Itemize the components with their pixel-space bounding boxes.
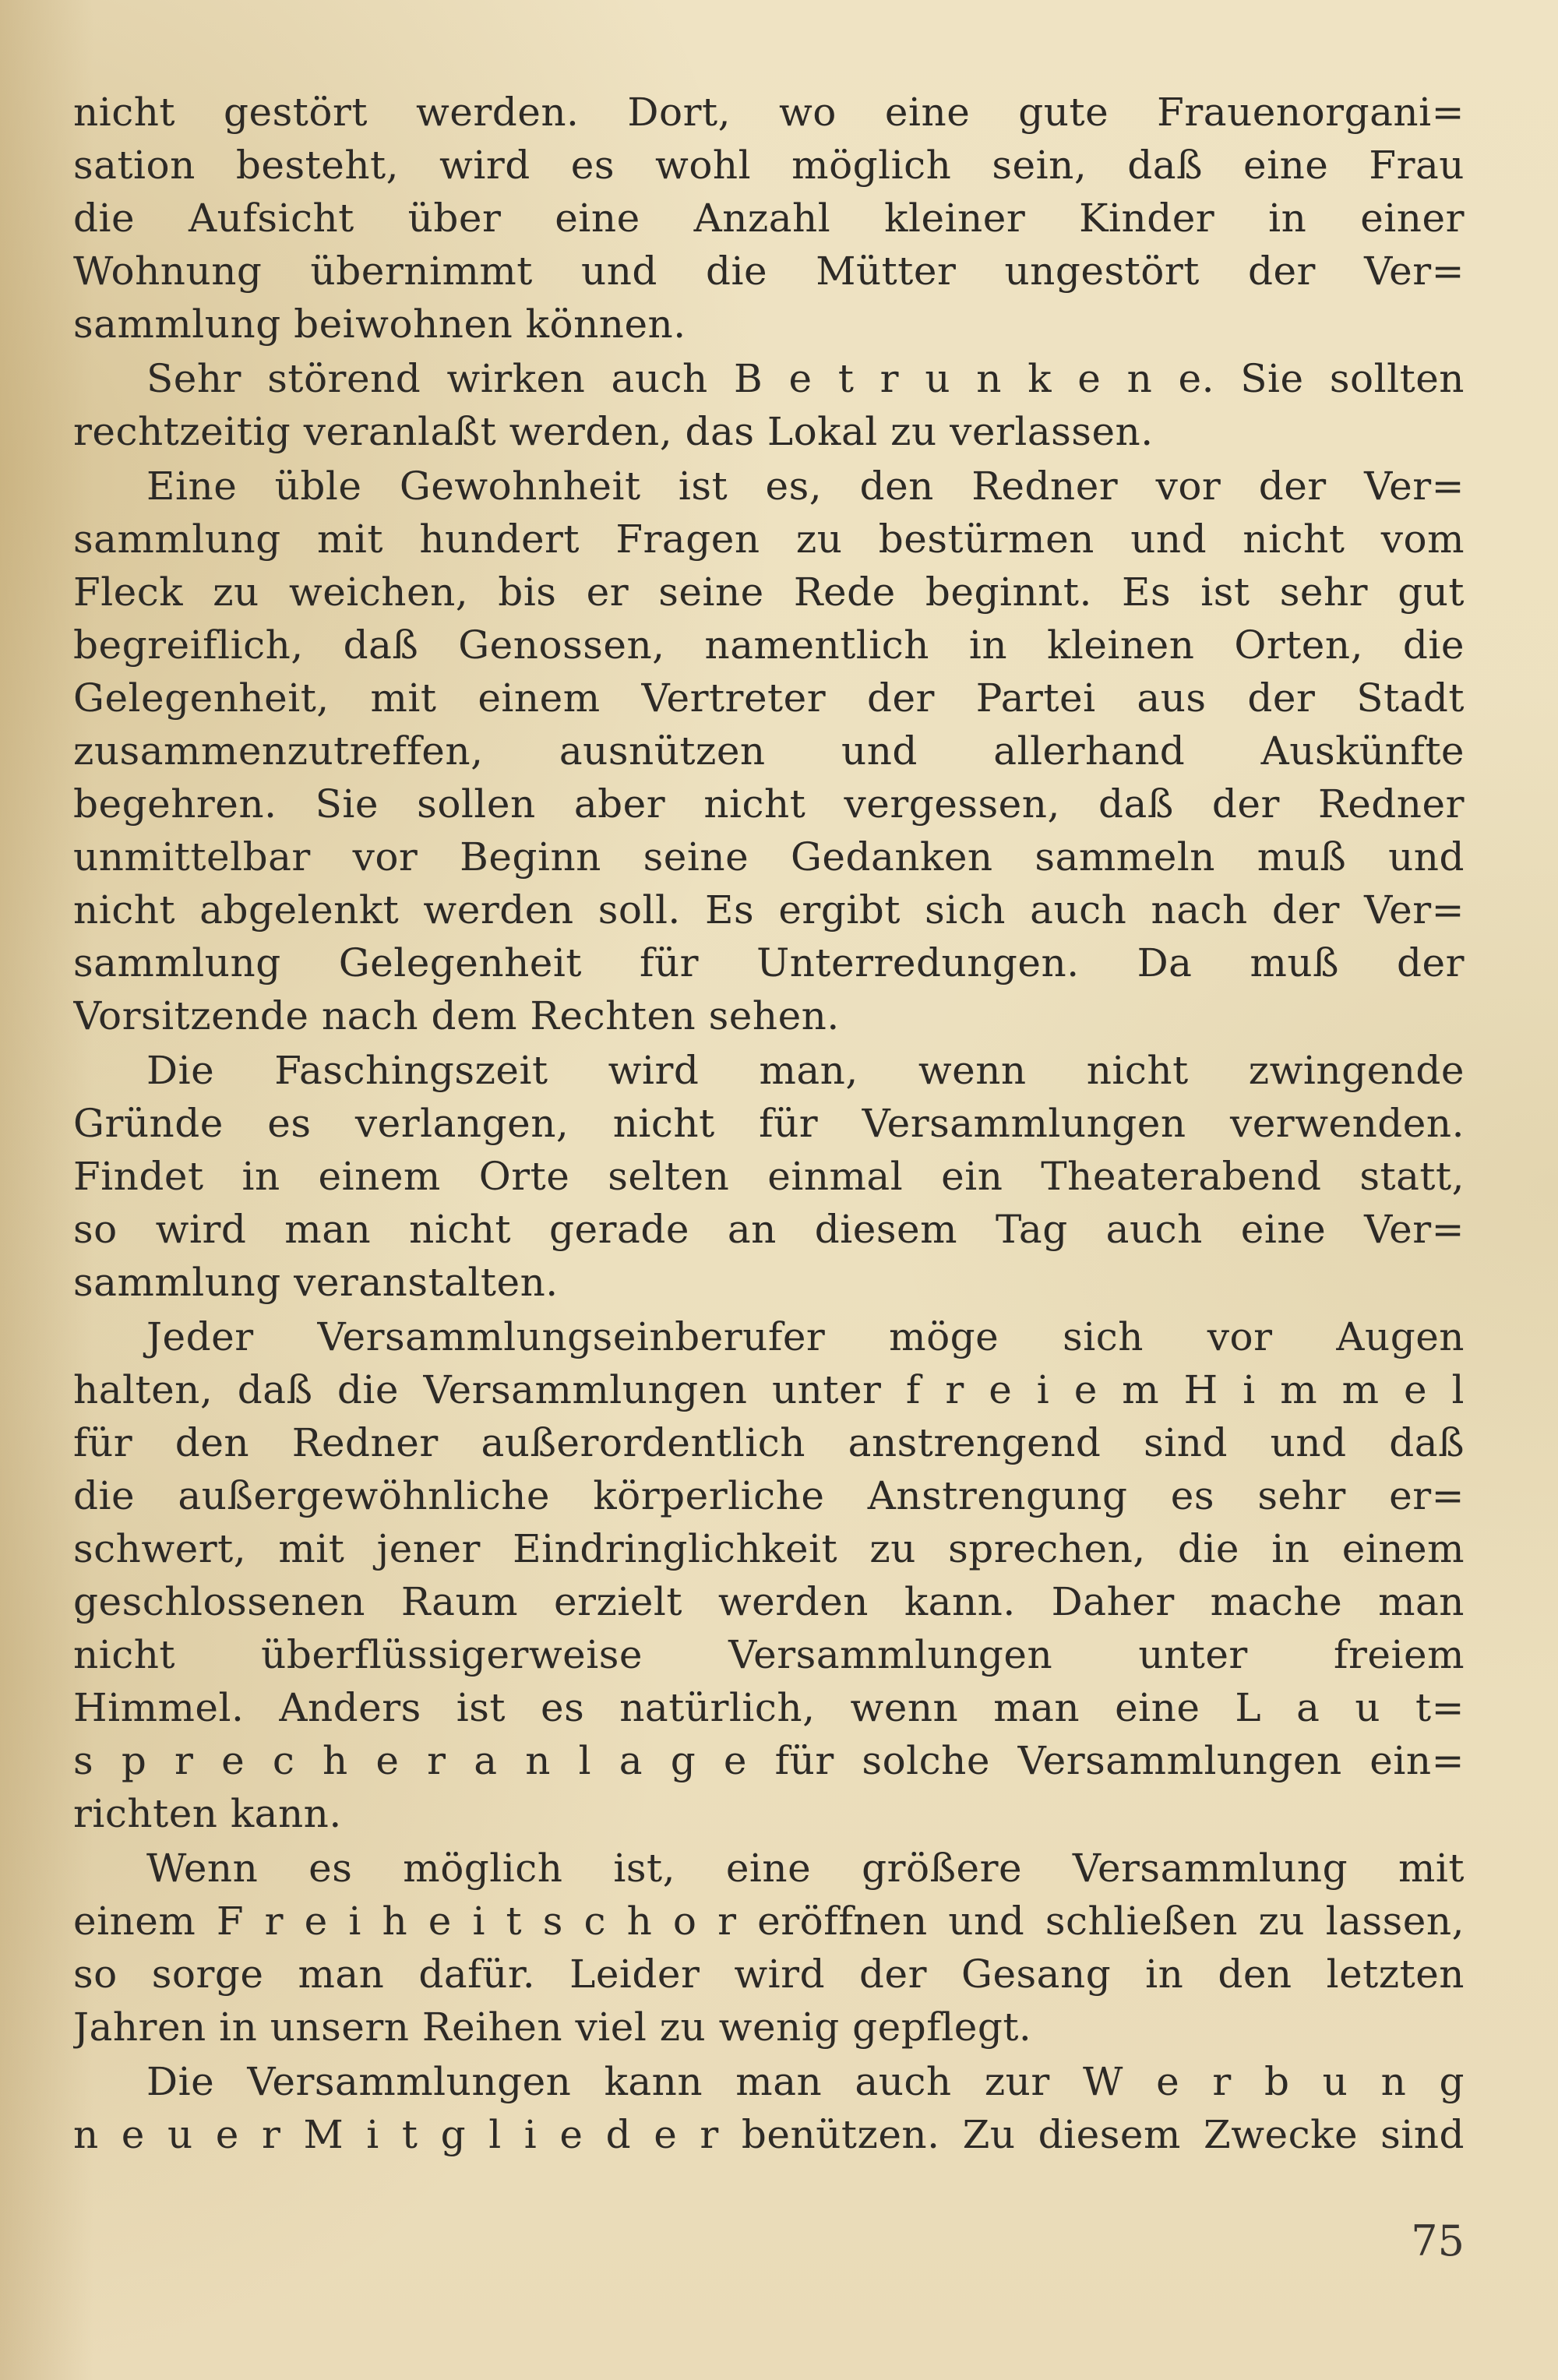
text-line: Himmel. Anders ist es natürlich, wenn man eine L a u t=	[73, 1685, 1465, 1730]
paragraph	[73, 1044, 1465, 1309]
text-line: begreiflich, daß Genossen, namentlich in kleinen Orten, die	[73, 622, 1465, 668]
text-line: schwert, mit jener Eindringlichkeit zu sprechen, die in einem	[73, 1526, 1465, 1571]
text-line: sammlung Gelegenheit für Unterredungen. Da muß der	[73, 940, 1465, 985]
text-line: einem F r e i h e i t s c h o r eröffnen und schließen zu lassen,	[73, 1899, 1465, 1944]
text-line: rechtzeitig veranlaßt werden, das Lokal zu verlassen.	[73, 409, 1154, 454]
text-line: geschlossenen Raum erzielt werden kann. Daher mache man	[73, 1579, 1465, 1624]
text-line: sammlung veranstalten.	[73, 1260, 559, 1305]
text-line: nicht gestört werden. Dort, wo eine gute Frauenorgani=	[73, 90, 1465, 135]
text-line: Sehr störend wirken auch B e t r u n k e n e. Sie sollten	[146, 356, 1465, 401]
text-line: Jeder Versammlungseinberufer möge sich vor Augen	[146, 1314, 1465, 1359]
page-body	[73, 86, 1465, 2329]
text-line: Die Faschingszeit wird man, wenn nicht zwingende	[146, 1048, 1465, 1093]
text-line: Wohnung übernimmt und die Mütter ungestört der Ver=	[73, 249, 1465, 294]
text-line: so wird man nicht gerade an diesem Tag auch eine Ver=	[73, 1207, 1465, 1252]
text-line: s p r e c h e r a n l a g e für solche Versammlungen ein=	[73, 1738, 1465, 1783]
page-number: 75	[1411, 2216, 1465, 2265]
text-line: so sorge man dafür. Leider wird der Gesang in den letzten	[73, 1952, 1465, 1997]
text-line: Die Versammlungen kann man auch zur W e r b u n g	[146, 2059, 1465, 2104]
text-line: sation besteht, wird es wohl möglich sein, daß eine Frau	[73, 143, 1465, 188]
text-line: halten, daß die Versammlungen unter f r e i e m H i m m e l	[73, 1367, 1465, 1412]
text-line: n e u e r M i t g l i e d e r benützen. Zu diesem Zwecke sind	[73, 2112, 1465, 2157]
text-line: Gründe es verlangen, nicht für Versammlungen verwenden.	[73, 1101, 1465, 1146]
text-line: Fleck zu weichen, bis er seine Rede beginnt. Es ist sehr gut	[73, 569, 1465, 615]
text-line: für den Redner außerordentlich anstrengend sind und daß	[73, 1420, 1465, 1465]
paragraph	[73, 86, 1465, 351]
text-line: die Aufsicht über eine Anzahl kleiner Kinder in einer	[73, 196, 1465, 241]
paragraph	[73, 352, 1465, 458]
text-line: Gelegenheit, mit einem Vertreter der Partei aus der Stadt	[73, 675, 1465, 721]
text-line: unmittelbar vor Beginn seine Gedanken sammeln muß und	[73, 834, 1465, 880]
text-line: begehren. Sie sollen aber nicht vergessen, daß der Redner	[73, 781, 1465, 827]
paragraph	[73, 1310, 1465, 1840]
paragraph	[73, 2055, 1465, 2161]
text-line: Findet in einem Orte selten einmal ein Theaterabend statt,	[73, 1154, 1465, 1199]
text-line: Wenn es möglich ist, eine größere Versammlung mit	[146, 1846, 1465, 1891]
text-line: nicht überflüssigerweise Versammlungen unter freiem	[73, 1632, 1465, 1677]
paragraph	[73, 460, 1465, 1042]
text-line: Jahren in unsern Reihen viel zu wenig gepflegt.	[73, 2004, 1032, 2050]
text-line: sammlung beiwohnen können.	[73, 301, 686, 347]
text-line: sammlung mit hundert Fragen zu bestürmen und nicht vom	[73, 517, 1465, 562]
text-line: Vorsitzende nach dem Rechten sehen.	[73, 993, 840, 1038]
text-line: richten kann.	[73, 1791, 342, 1836]
text-line: nicht abgelenkt werden soll. Es ergibt sich auch nach der Ver=	[73, 887, 1465, 933]
text-line: zusammenzutreffen, ausnützen und allerhand Auskünfte	[73, 728, 1465, 774]
text-line: die außergewöhnliche körperliche Anstrengung es sehr er=	[73, 1473, 1465, 1518]
paragraph	[73, 1842, 1465, 2054]
text-line: Eine üble Gewohnheit ist es, den Redner vor der Ver=	[146, 464, 1465, 509]
